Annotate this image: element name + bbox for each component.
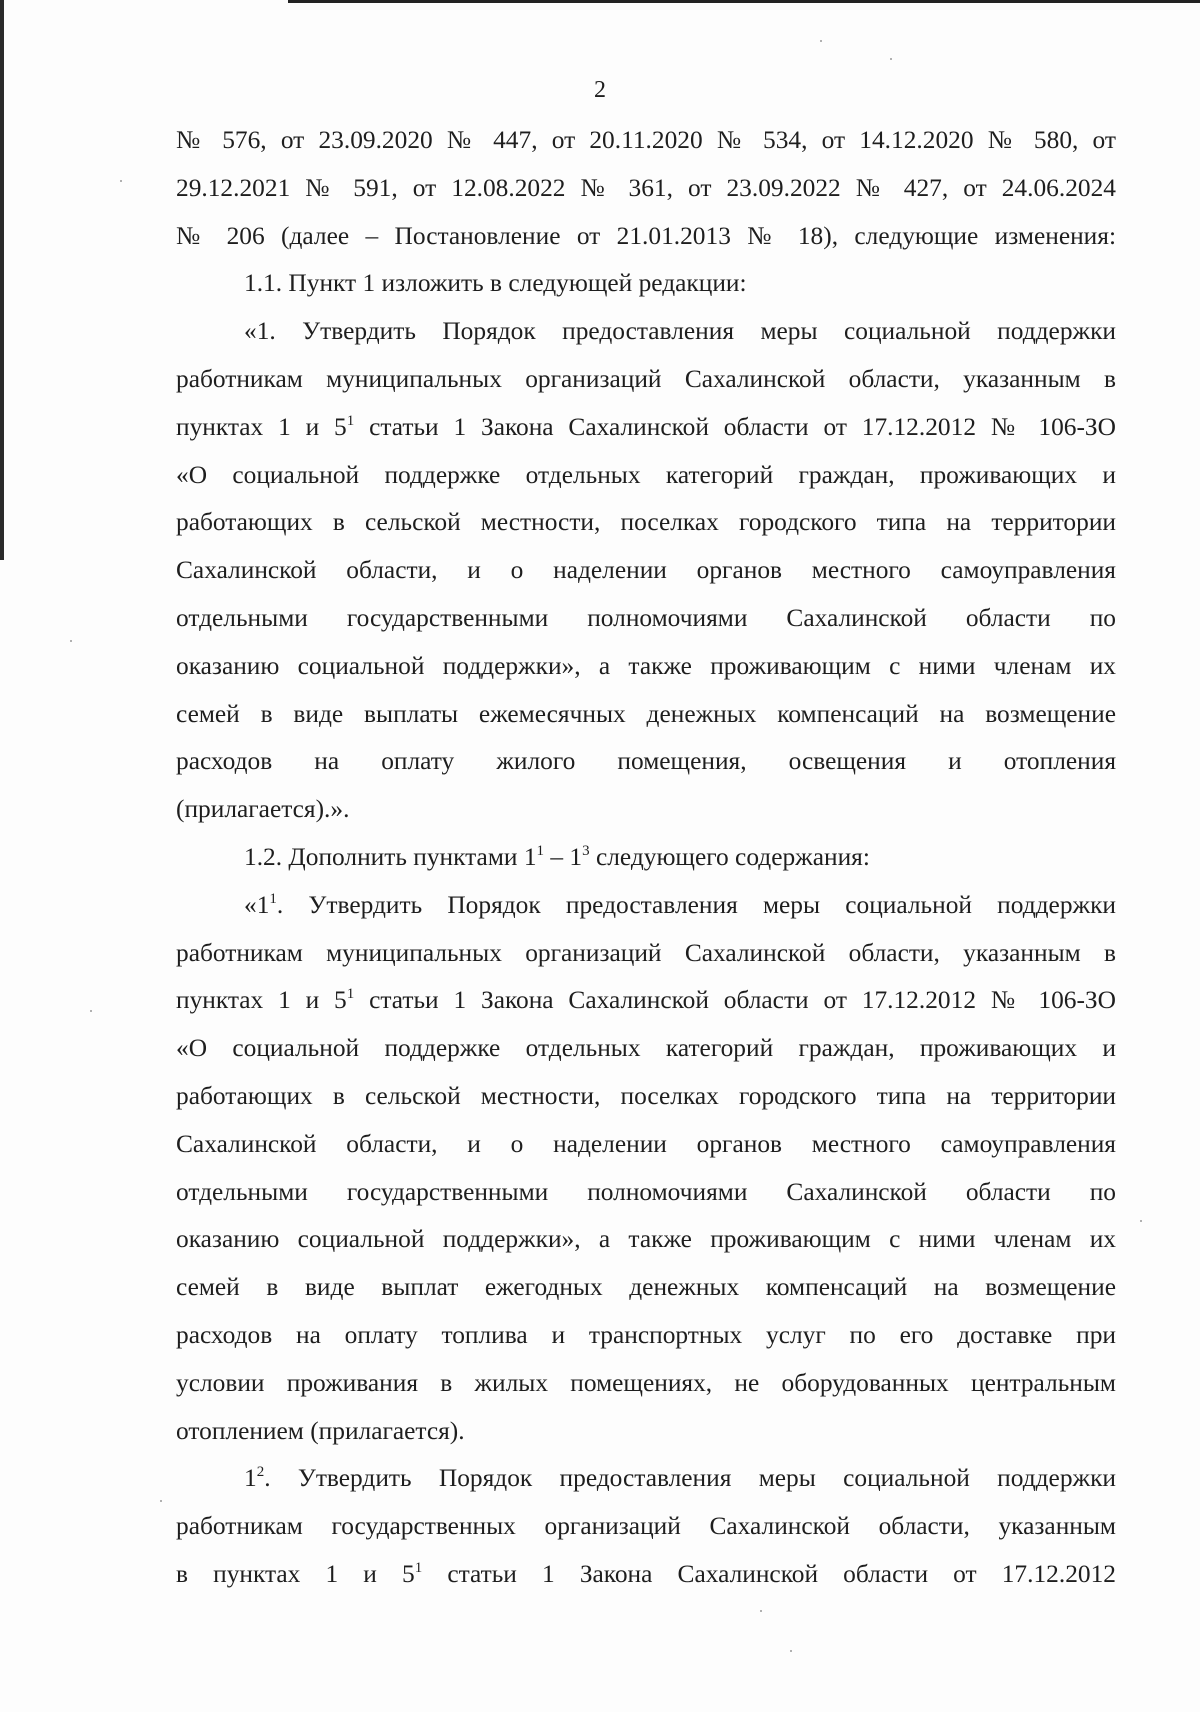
document-body: [176, 117, 1116, 1599]
text-line: работникам муниципальных организаций Сахалинской области, указанным в: [176, 938, 1116, 967]
scan-speck: [160, 1500, 162, 1502]
text-line: «1. Утвердить Порядок предоставления меры социальной поддержки: [244, 317, 1116, 346]
text-line: оказанию социальной поддержки», а также проживающим с ними членам их: [176, 1225, 1116, 1254]
scan-top-edge: [288, 0, 1200, 3]
text-line: семей в виде выплат ежегодных денежных компенсаций на возмещение: [176, 1273, 1116, 1302]
text-line: Сахалинской области, и о наделении органов местного самоуправления: [176, 1129, 1116, 1158]
text-line: расходов на оплату топлива и транспортных услуг по его доставке при: [176, 1320, 1116, 1349]
scan-speck: [120, 180, 122, 182]
text-line: «$1^1$. Утвердить Порядок предоставления меры социальной поддержки: [244, 890, 1116, 919]
text-line: (прилагается).».: [176, 795, 350, 824]
text-line: Сахалинской области, и о наделении органов местного самоуправления: [176, 556, 1116, 585]
text-line: «О социальной поддержке отдельных категорий граждан, проживающих и: [176, 1034, 1116, 1063]
scan-speck: [790, 1650, 792, 1652]
text-line: 29.12.2021 № 591, от 12.08.2022 № 361, от 23.09.2022 № 427, от 24.06.2024: [176, 173, 1116, 202]
text-line: расходов на оплату жилого помещения, освещения и отопления: [176, 747, 1116, 776]
page-number: 2: [594, 77, 606, 103]
scan-speck: [890, 58, 892, 60]
text-line: отдельными государственными полномочиями Сахалинской области по: [176, 603, 1116, 632]
text-line: работникам муниципальных организаций Сахалинской области, указанным в: [176, 364, 1116, 393]
text-line: «О социальной поддержке отдельных категорий граждан, проживающих и: [176, 460, 1116, 489]
text-line: 1.1. Пункт 1 изложить в следующей редакции:: [244, 269, 747, 298]
text-line: пунктах 1 и $5^1$ статьи 1 Закона Сахалинской области от 17.12.2012 № 106-ЗО: [176, 986, 1116, 1015]
scan-speck: [760, 1610, 762, 1612]
text-line: отдельными государственными полномочиями Сахалинской области по: [176, 1177, 1116, 1206]
text-line: пунктах 1 и $5^1$ статьи 1 Закона Сахалинской области от 17.12.2012 № 106-ЗО: [176, 412, 1116, 441]
text-line: семей в виде выплаты ежемесячных денежных компенсаций на возмещение: [176, 699, 1116, 728]
text-line: № 206 (далее – Постановление от 21.01.2013 № 18), следующие изменения:: [176, 221, 1116, 250]
text-line: работающих в сельской местности, поселках городского типа на территории: [176, 508, 1116, 537]
text-line: отоплением (прилагается).: [176, 1416, 465, 1445]
text-line: № 576, от 23.09.2020 № 447, от 20.11.2020 № 534, от 14.12.2020 № 580, от: [176, 126, 1116, 154]
text-line: $1^2$. Утвердить Порядок предоставления меры социальной поддержки: [244, 1464, 1116, 1493]
text-line: 1.2. Дополнить пунктами $1^1 - 1^3$ следующего содержания:: [244, 842, 870, 871]
scan-speck: [70, 640, 72, 642]
text-line: работающих в сельской местности, поселках городского типа на территории: [176, 1081, 1116, 1110]
scan-speck: [1140, 1220, 1142, 1222]
text-line: условии проживания в жилых помещениях, не оборудованных центральным: [176, 1368, 1116, 1397]
text-line: работникам государственных организаций Сахалинской области, указанным: [176, 1512, 1116, 1541]
text-line: в пунктах 1 и $5^1$ статьи 1 Закона Сахалинской области от 17.12.2012: [176, 1559, 1116, 1588]
text-line: оказанию социальной поддержки», а также проживающим с ними членам их: [176, 651, 1116, 680]
scan-speck: [820, 40, 822, 42]
scan-speck: [90, 1010, 92, 1012]
